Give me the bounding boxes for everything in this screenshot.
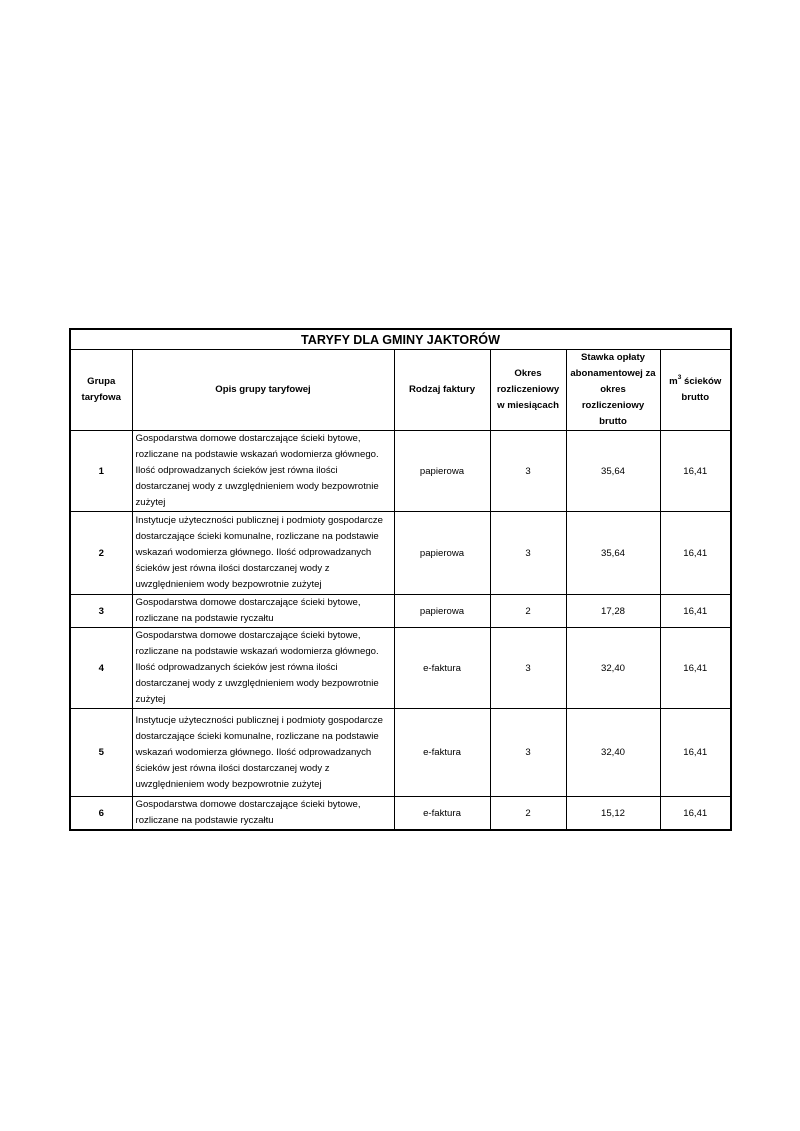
row-invoice-type: papierowa [394, 512, 490, 595]
header-price-label: ścieków brutto [681, 376, 722, 403]
row-description: Gospodarstwa domowe dostarczające ścieki bytowe, rozliczane na podstawie wskazań wodomierza głównego. Ilość odprowadzanych ścieków jest równa ilości dostarczanej wody z uwzględnieniem wody bezpowrotnie zużytej [132, 628, 394, 709]
table-row [70, 595, 731, 628]
header-row [70, 350, 731, 431]
header-description: Opis grupy taryfowej [132, 350, 394, 431]
row-invoice-type: e-faktura [394, 628, 490, 709]
row-price: 16,41 [660, 431, 731, 512]
row-group: 1 [70, 431, 132, 512]
row-description: Instytucje użyteczności publicznej i podmioty gospodarcze dostarczające ścieki komunalne, rozliczane na podstawie wskazań wodomierza głównego. Ilość odprowadzanych ścieków jest równa ilości dostarczanej wody z uwzględnieniem wody bezpowrotnie zużytej [132, 512, 394, 595]
row-description: Gospodarstwa domowe dostarczające ścieki bytowe, rozliczane na podstawie wskazań wodomierza głównego. Ilość odprowadzanych ścieków jest równa ilości dostarczanej wody z uwzględnieniem wody bezpowrotnie zużytej [132, 431, 394, 512]
row-fee: 32,40 [566, 709, 660, 797]
row-fee: 17,28 [566, 595, 660, 628]
header-price-unit: m [669, 376, 678, 387]
row-period: 3 [490, 431, 566, 512]
tariff-table [69, 328, 732, 831]
header-fee: Stawka opłaty abonamentowej za okres rozliczeniowy brutto [566, 350, 660, 431]
row-price: 16,41 [660, 628, 731, 709]
row-invoice-type: e-faktura [394, 797, 490, 831]
table-row [70, 431, 731, 512]
header-period: Okres rozliczeniowy w miesiącach [490, 350, 566, 431]
row-fee: 35,64 [566, 431, 660, 512]
row-fee: 32,40 [566, 628, 660, 709]
row-group: 6 [70, 797, 132, 831]
row-price: 16,41 [660, 709, 731, 797]
row-fee: 35,64 [566, 512, 660, 595]
row-invoice-type: e-faktura [394, 709, 490, 797]
row-period: 2 [490, 797, 566, 831]
row-price: 16,41 [660, 797, 731, 831]
header-price [660, 350, 731, 431]
row-price: 16,41 [660, 512, 731, 595]
header-invoice-type: Rodzaj faktury [394, 350, 490, 431]
row-fee: 15,12 [566, 797, 660, 831]
row-group: 3 [70, 595, 132, 628]
row-description: Gospodarstwa domowe dostarczające ścieki bytowe, rozliczane na podstawie ryczałtu [132, 797, 394, 831]
title-row [70, 329, 731, 350]
table-title: TARYFY DLA GMINY JAKTORÓW [70, 329, 731, 350]
row-group: 2 [70, 512, 132, 595]
table-row [70, 709, 731, 797]
row-period: 3 [490, 512, 566, 595]
table-row [70, 512, 731, 595]
table-row [70, 628, 731, 709]
header-group: Grupa taryfowa [70, 350, 132, 431]
header-price-exponent: 3 [677, 374, 682, 381]
row-price: 16,41 [660, 595, 731, 628]
row-period: 2 [490, 595, 566, 628]
table-row [70, 797, 731, 831]
row-description: Instytucje użyteczności publicznej i podmioty gospodarcze dostarczające ścieki komunalne, rozliczane na podstawie wskazań wodomierza głównego. Ilość odprowadzanych ścieków jest równa ilości dostarczanej wody z uwzględnieniem wody bezpowrotnie zużytej [132, 709, 394, 797]
row-period: 3 [490, 709, 566, 797]
row-group: 5 [70, 709, 132, 797]
row-invoice-type: papierowa [394, 431, 490, 512]
row-group: 4 [70, 628, 132, 709]
row-period: 3 [490, 628, 566, 709]
row-invoice-type: papierowa [394, 595, 490, 628]
row-description: Gospodarstwa domowe dostarczające ścieki bytowe, rozliczane na podstawie ryczałtu [132, 595, 394, 628]
